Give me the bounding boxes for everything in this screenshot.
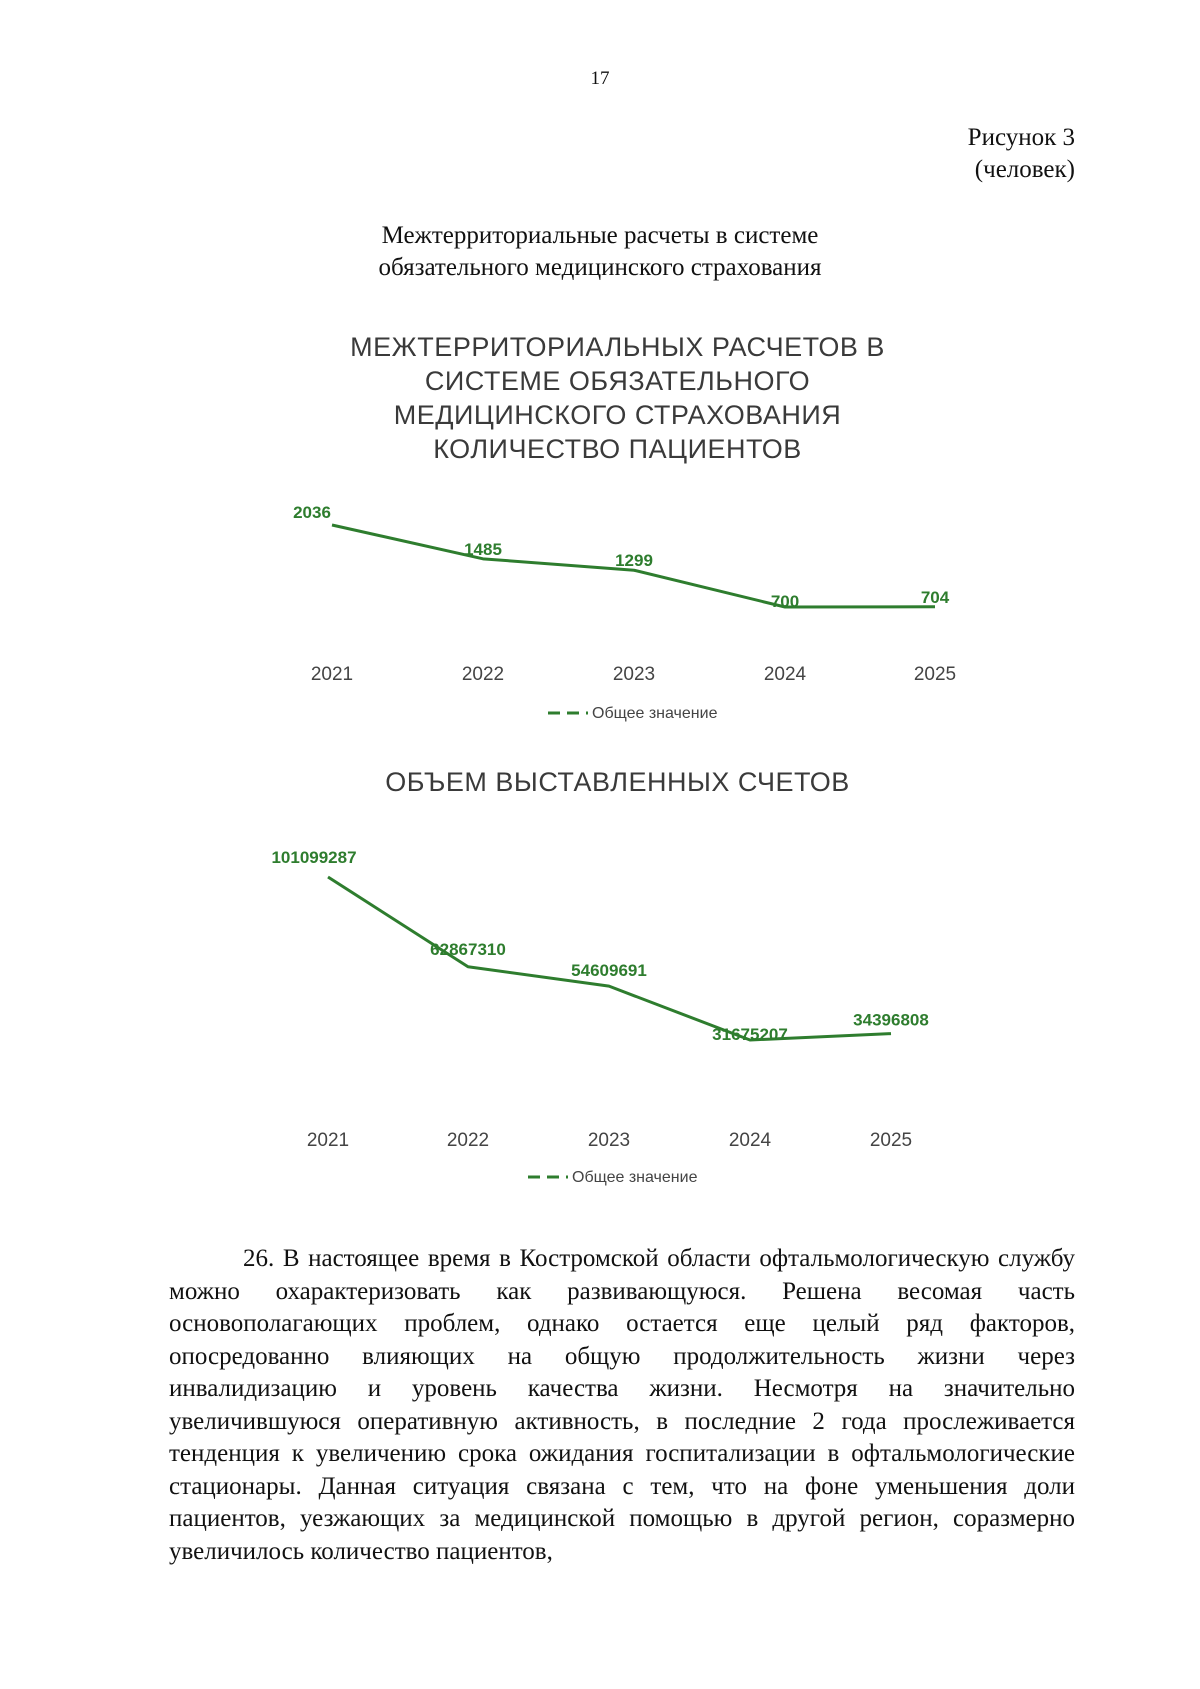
chart-1-heading-line-4: КОЛИЧЕСТВО ПАЦИЕНТОВ [433, 434, 802, 464]
figure-title-line-2: обязательного медицинского страхования [378, 254, 822, 281]
chart-2-data-label-2022: 62867310 [430, 939, 506, 959]
chart-2-series-line [328, 877, 891, 1040]
chart-1-heading-line-2: СИСТЕМЕ ОБЯЗАТЕЛЬНОГО [424, 366, 811, 396]
chart-1-data-label-2025: 704 [920, 587, 950, 607]
chart-1-data-label-2021: 2036 [293, 503, 331, 522]
figure-title-line-1: Межтерриториальные расчеты в системе [381, 222, 819, 249]
chart-2-tick-label-2023: 2023 [587, 1130, 631, 1151]
chart-2-tick-label-2024: 2024 [728, 1130, 772, 1151]
chart-2-data-label-2025: 34396808 [853, 1010, 929, 1030]
chart-1-tick-label-2024: 2024 [763, 664, 807, 685]
chart-1-tick-label-2023: 2023 [612, 664, 656, 685]
chart-2-data-label-2024: 31675207 [712, 1025, 788, 1044]
chart-1-tick-label-2025: 2025 [913, 664, 957, 685]
page-number: 17 [590, 68, 610, 89]
chart-2-data-label-2023: 54609691 [571, 961, 647, 981]
chart-2-data-label-2021: 101099287 [271, 848, 357, 867]
chart-1-data-label-2022: 1485 [464, 539, 502, 559]
chart-2-legend-label: Общее значение [572, 1169, 698, 1186]
chart-1-data-label-2023: 1299 [615, 551, 653, 571]
chart-1-tick-label-2021: 2021 [310, 664, 354, 685]
chart-2-tick-label-2025: 2025 [869, 1130, 913, 1151]
chart-2-heading-line-1: ОБЪЕМ ВЫСТАВЛЕННЫХ СЧЕТОВ [385, 767, 850, 797]
paragraph-26: 26. В настоящее время в Костромской области офтальмологическую службу можно охарактеризовать как развивающуюся. Решена весомая часть основополагающих проблем, однако остается еще целый ряд факторов, опосредованно влияющих на общую продолжительность жизни через инвалидизацию и уровень качества жизни. Несмотря на значительно увеличившуюся оперативную активность, в последние 2 года прослеживается тенденция к увеличению срока ожидания госпитализации в офтальмологические стационары. Данная ситуация связана с тем, что на фоне уменьшения доли пациентов, уезжающих за медицинской помощью в другой регион, соразмерно увеличилось количество пациентов, [169, 1245, 1075, 1565]
figure-label: Рисунок 3 [967, 124, 1075, 151]
chart-1-heading-line-1: МЕЖТЕРРИТОРИАЛЬНЫХ РАСЧЕТОВ В [350, 332, 885, 362]
chart-1-tick-label-2022: 2022 [461, 664, 505, 685]
chart-2-tick-label-2021: 2021 [306, 1130, 350, 1151]
chart-2-tick-label-2022: 2022 [446, 1130, 490, 1151]
chart-1-legend-label: Общее значение [592, 705, 718, 722]
chart-1-data-label-2024: 700 [770, 592, 800, 611]
figure-unit: (человек) [974, 156, 1075, 183]
chart-1-heading-line-3: МЕДИЦИНСКОГО СТРАХОВАНИЯ [393, 400, 842, 430]
body-text [169, 1243, 1075, 1568]
